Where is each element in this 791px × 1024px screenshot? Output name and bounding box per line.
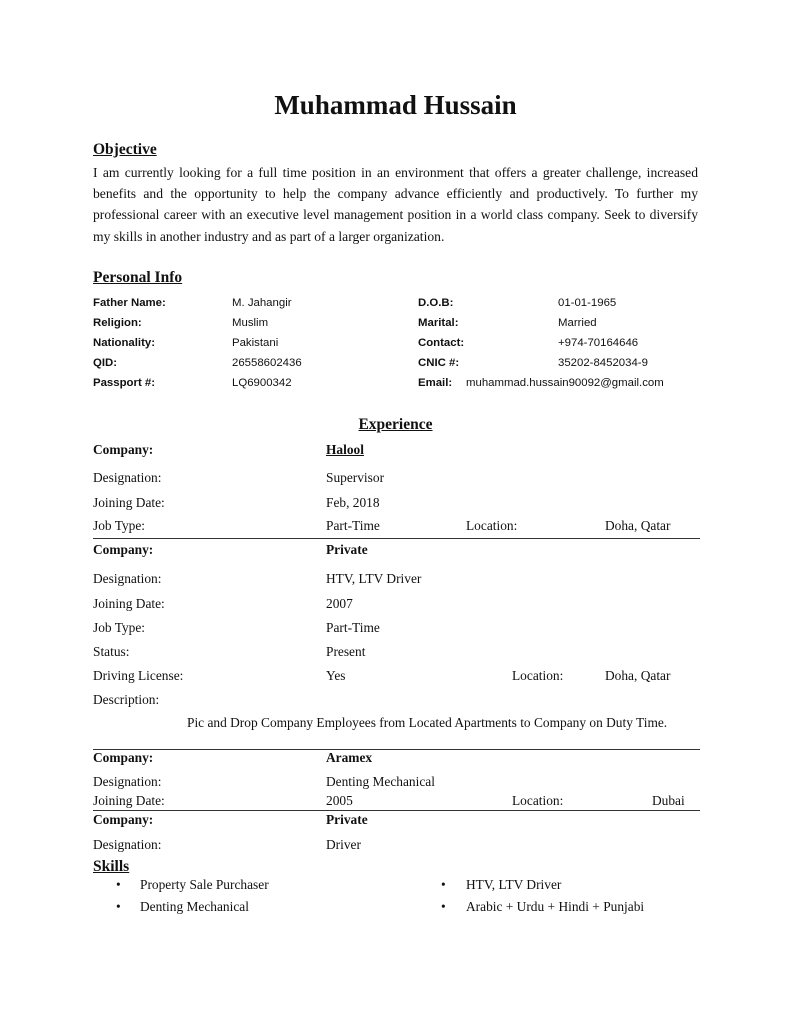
religion-value: Muslim (232, 317, 269, 329)
contact-label: Contact: (418, 337, 465, 349)
skill-item: HTV, LTV Driver (466, 877, 562, 892)
location-value: Doha, Qatar (605, 518, 671, 533)
joining-date-label: Joining Date: (93, 793, 165, 808)
father-name-value: M. Jahangir (232, 297, 292, 309)
father-name-label: Father Name: (93, 297, 166, 309)
experience-heading: Experience (358, 416, 433, 433)
location-value: Doha, Qatar (605, 668, 671, 683)
location-label: Location: (512, 793, 564, 808)
designation-label: Designation: (93, 837, 162, 852)
joining-date-value: 2005 (326, 793, 353, 808)
divider (93, 810, 700, 811)
bullet-icon: • (116, 877, 121, 892)
skills-heading: Skills (93, 858, 130, 875)
email-value: muhammad.hussain90092@gmail.com (466, 377, 664, 389)
description-label: Description: (93, 692, 160, 707)
objective-heading: Objective (93, 141, 157, 158)
company-label: Company: (93, 442, 154, 457)
objective-text: I am currently looking for a full time position in an environment that offers a greater challenge, increased benefits and the opportunity to help the company advance efficiently and productively. To further my professional career with an executive level management position in a world class company. Seek to diversify my skills in another industry and as part of a larger organization. (93, 165, 698, 244)
skill-item: Denting Mechanical (140, 899, 249, 914)
location-label: Location: (466, 518, 518, 533)
status-label: Status: (93, 644, 130, 659)
designation-label: Designation: (93, 571, 162, 586)
bullet-icon: • (441, 899, 446, 914)
designation-label: Designation: (93, 774, 162, 789)
marital-label: Marital: (418, 317, 459, 329)
bullet-icon: • (441, 877, 446, 892)
designation-value: HTV, LTV Driver (326, 571, 422, 586)
company-name: Private (326, 542, 368, 557)
location-label: Location: (512, 668, 564, 683)
qid-value: 26558602436 (232, 357, 302, 369)
designation-value: Denting Mechanical (326, 774, 435, 789)
dob-value: 01-01-1965 (558, 297, 617, 309)
designation-label: Designation: (93, 470, 162, 485)
description-text: Pic and Drop Company Employees from Located Apartments to Company on Duty Time. (187, 715, 668, 730)
driving-license-label: Driving License: (93, 668, 184, 683)
company-label: Company: (93, 542, 154, 557)
job-type-value: Part-Time (326, 518, 380, 533)
nationality-value: Pakistani (232, 337, 279, 349)
joining-date-label: Joining Date: (93, 596, 165, 611)
nationality-label: Nationality: (93, 337, 156, 349)
job-type-label: Job Type: (93, 518, 146, 533)
marital-value: Married (558, 317, 597, 329)
joining-date-value: Feb, 2018 (326, 495, 380, 510)
skill-item: Arabic + Urdu + Hindi + Punjabi (466, 899, 645, 914)
divider (93, 749, 700, 750)
joining-date-label: Joining Date: (93, 495, 165, 510)
email-label: Email: (418, 377, 453, 389)
company-name: Halool (326, 442, 364, 457)
designation-value: Supervisor (326, 470, 385, 485)
passport-value: LQ6900342 (232, 377, 292, 389)
contact-value: +974-70164646 (558, 337, 639, 349)
company-name: Aramex (326, 750, 373, 765)
company-name: Private (326, 812, 368, 827)
job-type-label: Job Type: (93, 620, 146, 635)
status-value: Present (326, 644, 366, 659)
job-type-value: Part-Time (326, 620, 380, 635)
designation-value: Driver (326, 837, 361, 852)
location-value: Dubai (652, 793, 685, 808)
personal-info-heading: Personal Info (93, 269, 183, 286)
page-title: Muhammad Hussain (274, 90, 517, 120)
cnic-value: 35202-8452034-9 (558, 357, 648, 369)
religion-label: Religion: (93, 317, 142, 329)
company-label: Company: (93, 750, 154, 765)
joining-date-value: 2007 (326, 596, 353, 611)
driving-license-value: Yes (326, 668, 346, 683)
passport-label: Passport #: (93, 377, 156, 389)
skill-item: Property Sale Purchaser (140, 877, 269, 892)
dob-label: D.O.B: (418, 297, 454, 309)
qid-label: QID: (93, 357, 118, 369)
cnic-label: CNIC #: (418, 357, 460, 369)
divider (93, 538, 700, 539)
company-label: Company: (93, 812, 154, 827)
bullet-icon: • (116, 899, 121, 914)
